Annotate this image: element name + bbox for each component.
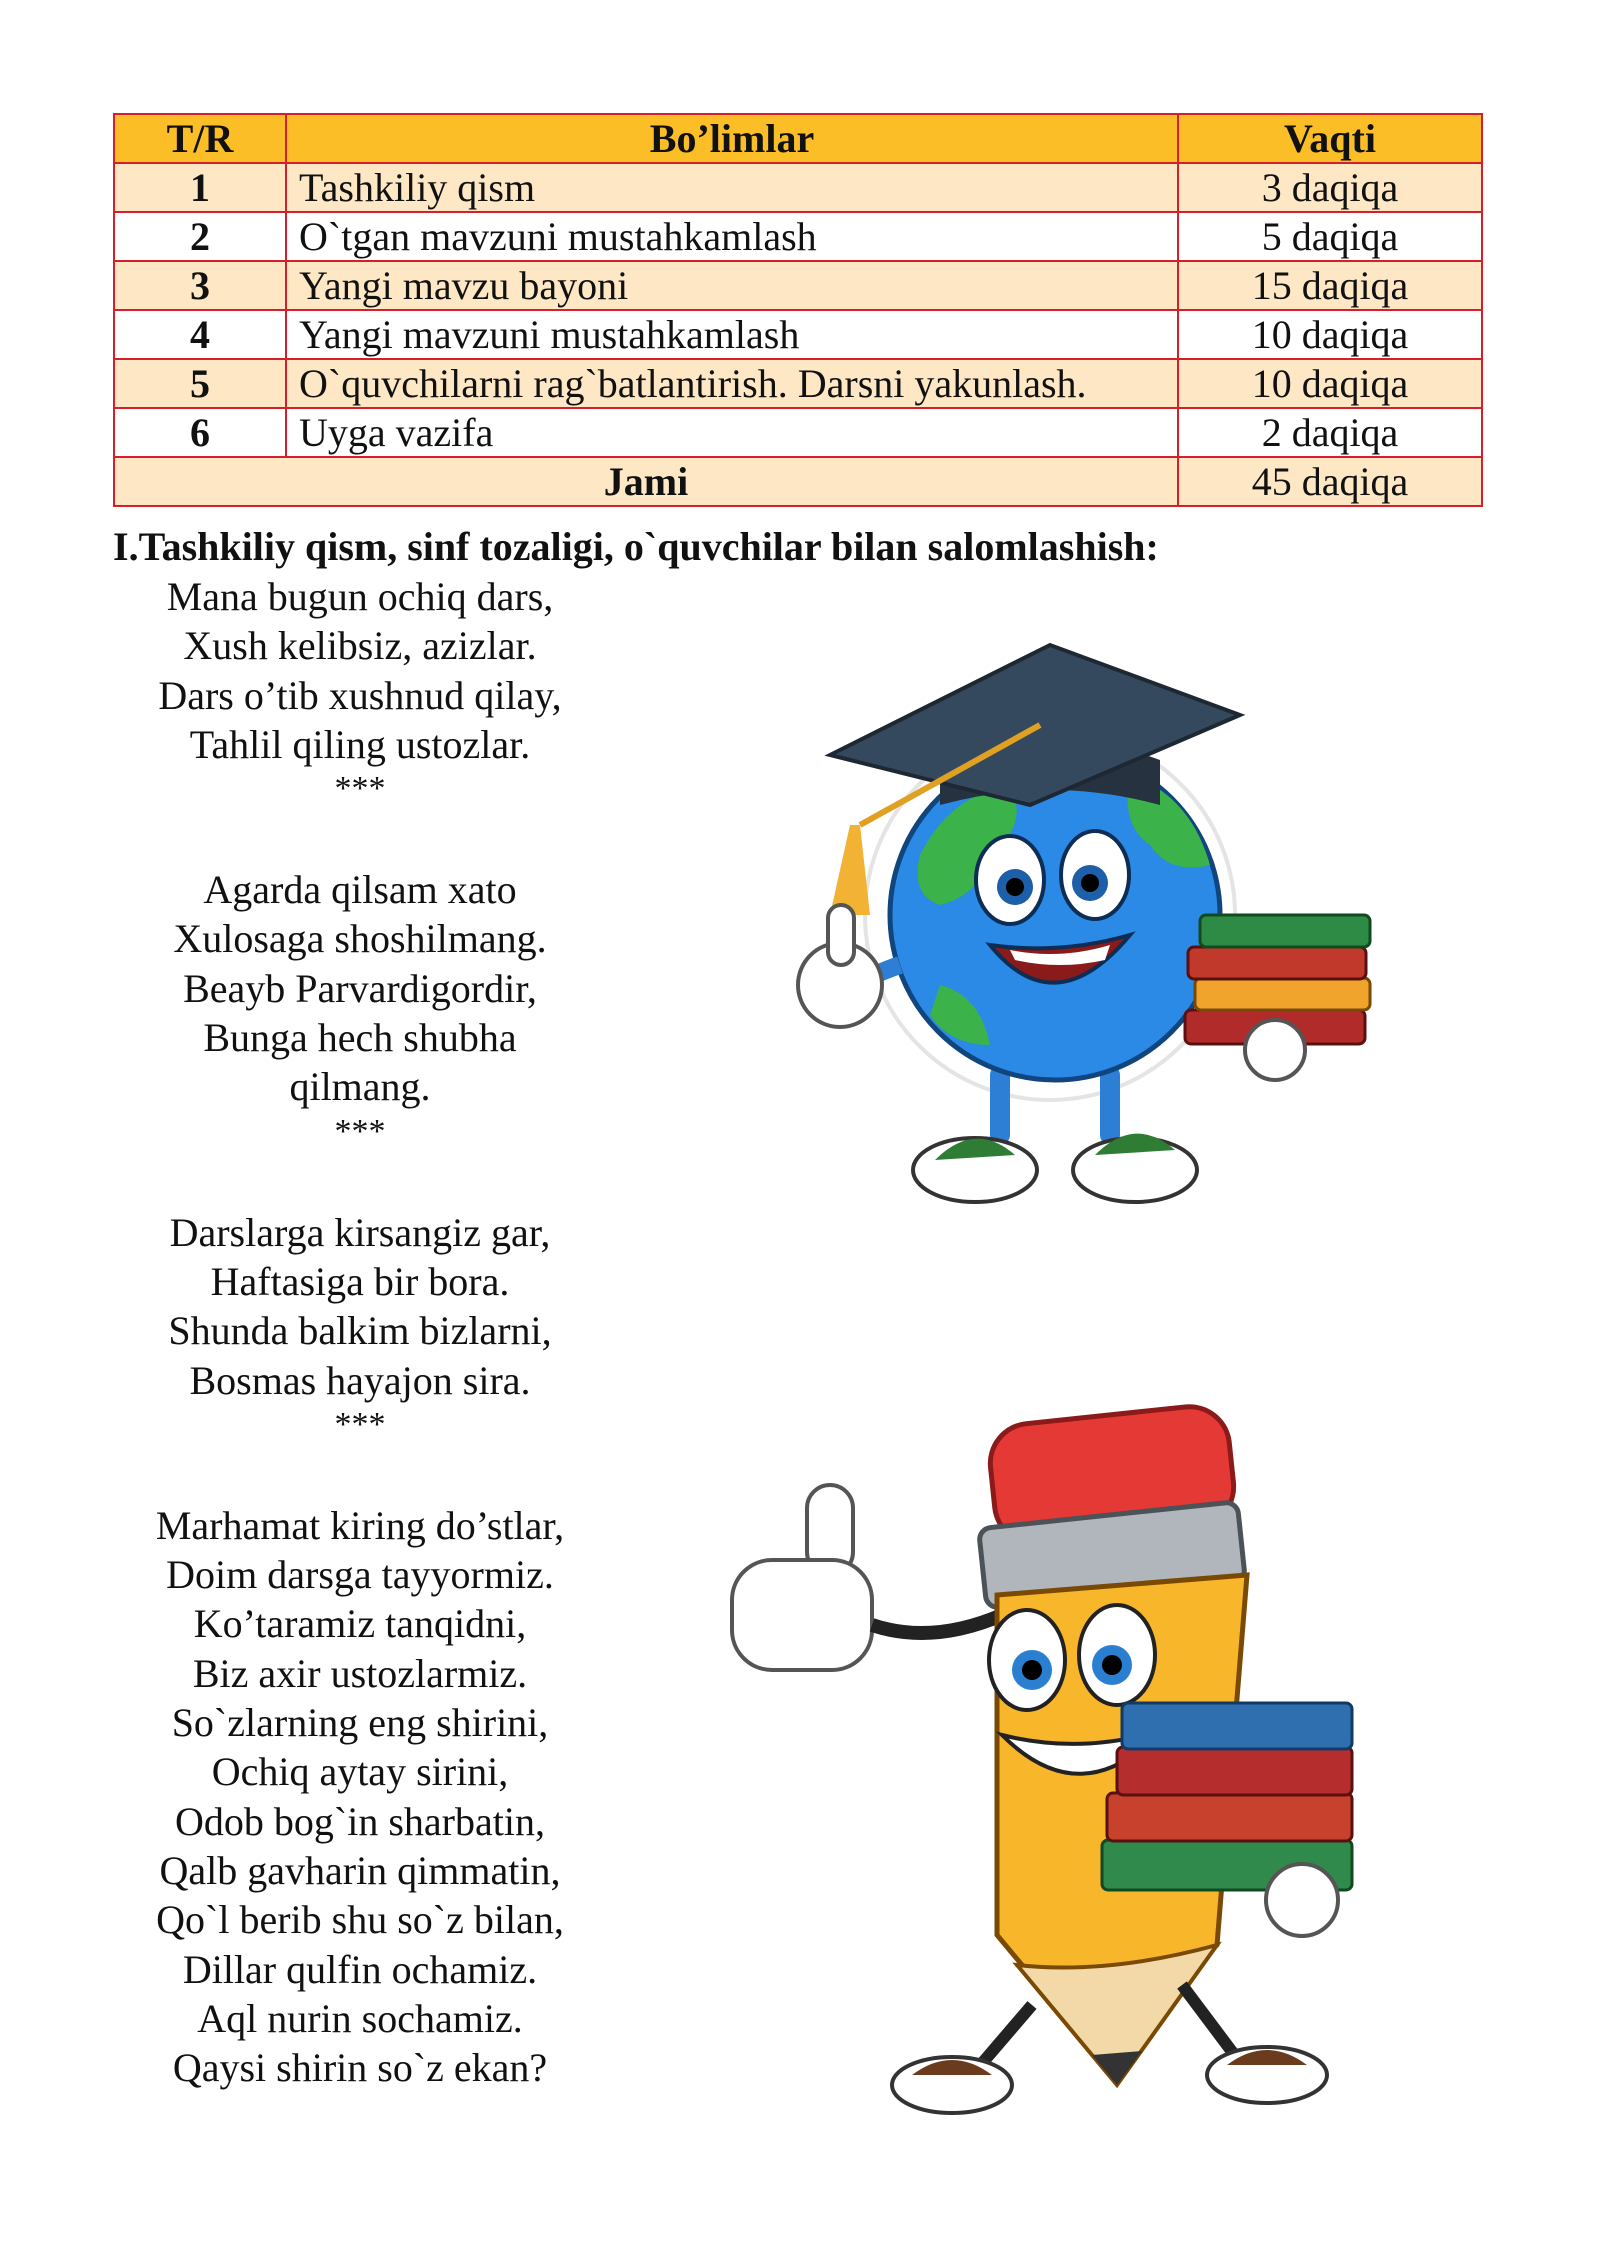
row-number: 5 (114, 359, 286, 408)
row-section: Uyga vazifa (286, 408, 1178, 457)
row-section: Tashkiliy qism (286, 163, 1178, 212)
table-header-row (114, 114, 1482, 163)
poem-line: Biz axir ustozlarmiz. (192, 1650, 528, 1696)
row-number: 2 (114, 212, 286, 261)
poem-line: Xulosaga shoshilmang. (173, 916, 547, 962)
poem-line: So`zlarning eng shirini, (171, 1700, 549, 1746)
globe-mascot-illustration (770, 605, 1380, 1215)
row-time: 15 daqiqa (1178, 261, 1482, 310)
table-row (114, 310, 1482, 359)
header-time: Vaqti (1178, 114, 1482, 163)
stanza-separator: *** (334, 1405, 386, 1443)
header-tr: T/R (114, 114, 286, 163)
poem-line: Dars o’tib xushnud qilay, (158, 672, 562, 718)
poem-line: Ochiq aytay sirini, (211, 1749, 509, 1795)
poem-line: Bosmas hayajon sira. (189, 1357, 531, 1403)
lesson-plan-table (113, 113, 1483, 507)
poem-line: Odob bog`in sharbatin, (175, 1798, 545, 1844)
row-section: O`quvchilarni rag`batlantirish. Darsni yakunlash. (286, 359, 1178, 408)
row-number: 1 (114, 163, 286, 212)
row-section: Yangi mavzu bayoni (286, 261, 1178, 310)
row-time: 10 daqiqa (1178, 359, 1482, 408)
poem-line: Dillar qulfin ochamiz. (182, 1946, 538, 1992)
stanza-separator: *** (334, 1112, 386, 1150)
table-row (114, 163, 1482, 212)
books-stack (1102, 1703, 1352, 1890)
poem-line: Agarda qilsam xato (203, 867, 517, 913)
pencil-mascot-illustration (712, 1385, 1382, 2125)
poem-line: Doim darsga tayyormiz. (166, 1552, 554, 1598)
welcome-poem (95, 572, 625, 2092)
poem-line: Darslarga kirsangiz gar, (169, 1209, 551, 1255)
poem-line: qilmang. (289, 1064, 431, 1110)
poem-line: Qaysi shirin so`z ekan? (172, 2045, 548, 2091)
poem-line: Mana bugun ochiq dars, (166, 574, 554, 619)
table-total-row (114, 457, 1482, 506)
poem-line: Aql nurin sochamiz. (197, 1995, 523, 2041)
poem-line: Qalb gavharin qimmatin, (159, 1847, 561, 1893)
row-section: Yangi mavzuni mustahkamlash (286, 310, 1178, 359)
row-number: 6 (114, 408, 286, 457)
poem-line: Haftasiga bir bora. (210, 1258, 510, 1304)
poem-line: Beayb Parvardigordir, (183, 965, 537, 1011)
poem-line: Marhamat kiring do’stlar, (155, 1502, 565, 1548)
section-heading: I.Tashkiliy qism, sinf tozaligi, o`quvchilar bilan salomlashish: (113, 524, 1159, 569)
header-sections: Bo’limlar (286, 114, 1178, 163)
total-time: 45 daqiqa (1178, 457, 1482, 506)
row-time: 10 daqiqa (1178, 310, 1482, 359)
row-time: 2 daqiqa (1178, 408, 1482, 457)
row-time: 3 daqiqa (1178, 163, 1482, 212)
table-row (114, 261, 1482, 310)
table-row (114, 359, 1482, 408)
row-number: 3 (114, 261, 286, 310)
poem-line: Tahlil qiling ustozlar. (189, 721, 531, 767)
poem-line: Shunda balkim bizlarni, (168, 1308, 552, 1354)
row-number: 4 (114, 310, 286, 359)
table-row (114, 212, 1482, 261)
poem-line: Qo`l berib shu so`z bilan, (156, 1897, 564, 1943)
row-time: 5 daqiqa (1178, 212, 1482, 261)
row-section: O`tgan mavzuni mustahkamlash (286, 212, 1178, 261)
stanza-separator: *** (334, 770, 386, 808)
poem-line: Bunga hech shubha (203, 1015, 517, 1061)
table-row (114, 408, 1482, 457)
poem-line: Ko’taramiz tanqidni, (193, 1601, 527, 1647)
total-label: Jami (114, 457, 1178, 506)
poem-line: Xush kelibsiz, azizlar. (183, 623, 537, 669)
